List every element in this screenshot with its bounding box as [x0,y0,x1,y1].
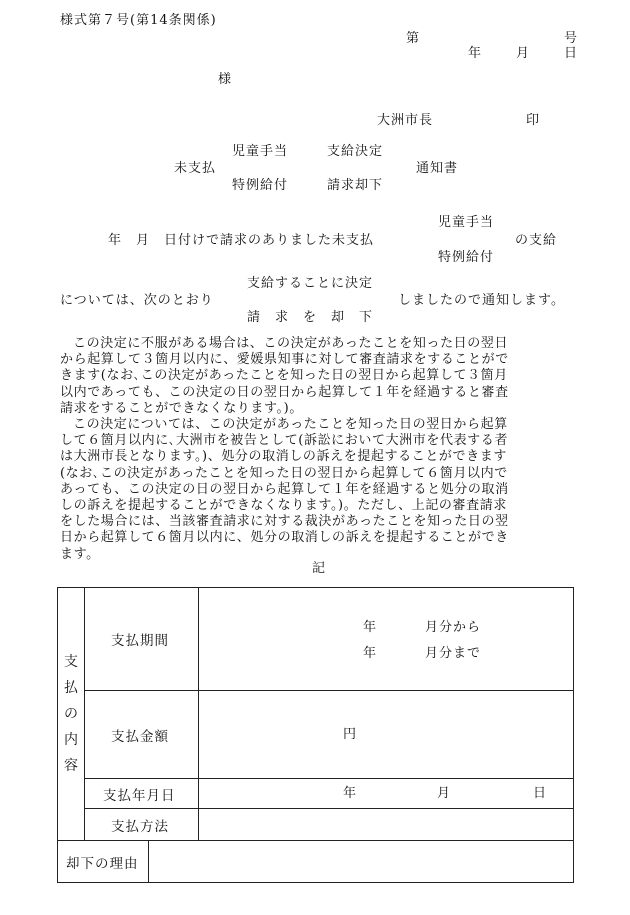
paragraph-line: (なお､この決定があったことを知った日の翌日から起算して６箇月以内で [60,465,508,481]
paragraph-lawsuit [60,417,580,563]
date-year: 年 [468,46,482,61]
number-prefix: 第 [406,31,420,46]
payment-date-year: 年 [343,786,357,801]
paragraph-line: は大洲市長となります。)、処分の取消しの訴えを提起することができます [60,449,507,465]
payment-method-label: 支払方法 [85,809,199,841]
payment-period-label: 支払期間 [85,588,199,691]
table-row-method [58,809,574,841]
record-mark: 記 [312,561,326,576]
period-to-year: 年 [363,646,377,661]
paragraph-line: この決定に不服がある場合は、この決定があったことを知った日の翌日 [73,336,509,351]
payment-date-day: 日 [533,786,547,801]
issuer-name: 大洲市長 [377,113,434,128]
body-payment-of: の支給 [515,233,558,248]
payment-amount-label: 支払金額 [85,691,199,779]
period-from-year: 年 [363,620,377,635]
paragraph-line: から起算して３箇月以内に、愛媛県知事に対して審査請求をすることがで [60,352,509,368]
paragraph-appeal-review [60,336,580,417]
payment-period-value [199,588,574,691]
rejection-reason-label: 却下の理由 [58,841,149,883]
paragraph-line: 以内であっても、この決定の日の翌日から起算して１年を経過すると審査 [60,384,509,400]
title-claim-rejected: 請求却下 [327,178,384,193]
table-row-period [58,588,574,691]
number-suffix: 号 [564,31,578,46]
body-special-benefit: 特例給付 [438,250,495,265]
payment-date-month: 月 [437,786,451,801]
date-day: 日 [564,46,578,61]
paragraph-line: 日から起算して６箇月以内に、処分の取消しの訴えを提起することができ [60,530,509,546]
payment-details-table [57,587,574,883]
body-notice-end: しましたので通知します。 [398,293,565,308]
body-decided-to-pay: 支給することに決定 [247,276,374,291]
title-unpaid: 未支払 [174,161,217,176]
paragraph-line: 請求をすることができなくなります。)。 [60,400,303,416]
period-to-month: 月分まで [425,646,482,661]
date-month: 月 [516,46,530,61]
paragraph-line: をした場合には、当該審査請求に対する裁決があったことを知った日の翌 [60,514,509,530]
rejection-reason-value [149,841,574,883]
addressee-honorific: 様 [218,72,232,87]
amount-unit: 円 [343,727,357,742]
period-from-month: 月分から [425,620,482,635]
paragraph-line: あっても、この決定の日の翌日から起算して１年を経過すると処分の取消 [60,481,509,497]
body-child-allowance: 児童手当 [438,215,495,230]
seal-mark: 印 [526,113,540,128]
body-claim-rejected: 請 求 を 却 下 [247,310,374,325]
form-number: 様式第７号(第14条関係) [60,13,217,28]
table-row-amount [58,691,574,779]
paragraph-line: この決定については、この決定があったことを知った日の翌日から起算 [73,417,508,432]
paragraph-line: きます(なお､この決定があったことを知った日の翌日から起算して３箇月 [60,368,508,384]
body-claim-line: 年 月 日付けで請求のありました未支払 [108,233,375,248]
table-row-reason [58,841,574,883]
table-row-date [58,779,574,809]
payment-amount-value [199,691,574,779]
payment-date-value [199,779,574,809]
payment-content-label: 支 払 の 内 容 [58,588,85,841]
paragraph-line: して６箇月以内に､大洲市を被告として(訴訟において大洲市を代表する者 [60,433,508,449]
paragraph-line: ます。 [60,546,100,562]
title-notice: 通知書 [416,161,459,176]
body-notice-start: については、次のとおり [60,293,214,308]
title-payment-decision: 支給決定 [327,144,384,159]
title-special-benefit: 特例給付 [232,178,289,193]
payment-method-value [199,809,574,841]
title-child-allowance: 児童手当 [232,144,289,159]
payment-date-label: 支払年月日 [85,779,199,809]
paragraph-line: しの訴えを提起することができなくなります。)。ただし、上記の審査請求 [60,498,507,514]
